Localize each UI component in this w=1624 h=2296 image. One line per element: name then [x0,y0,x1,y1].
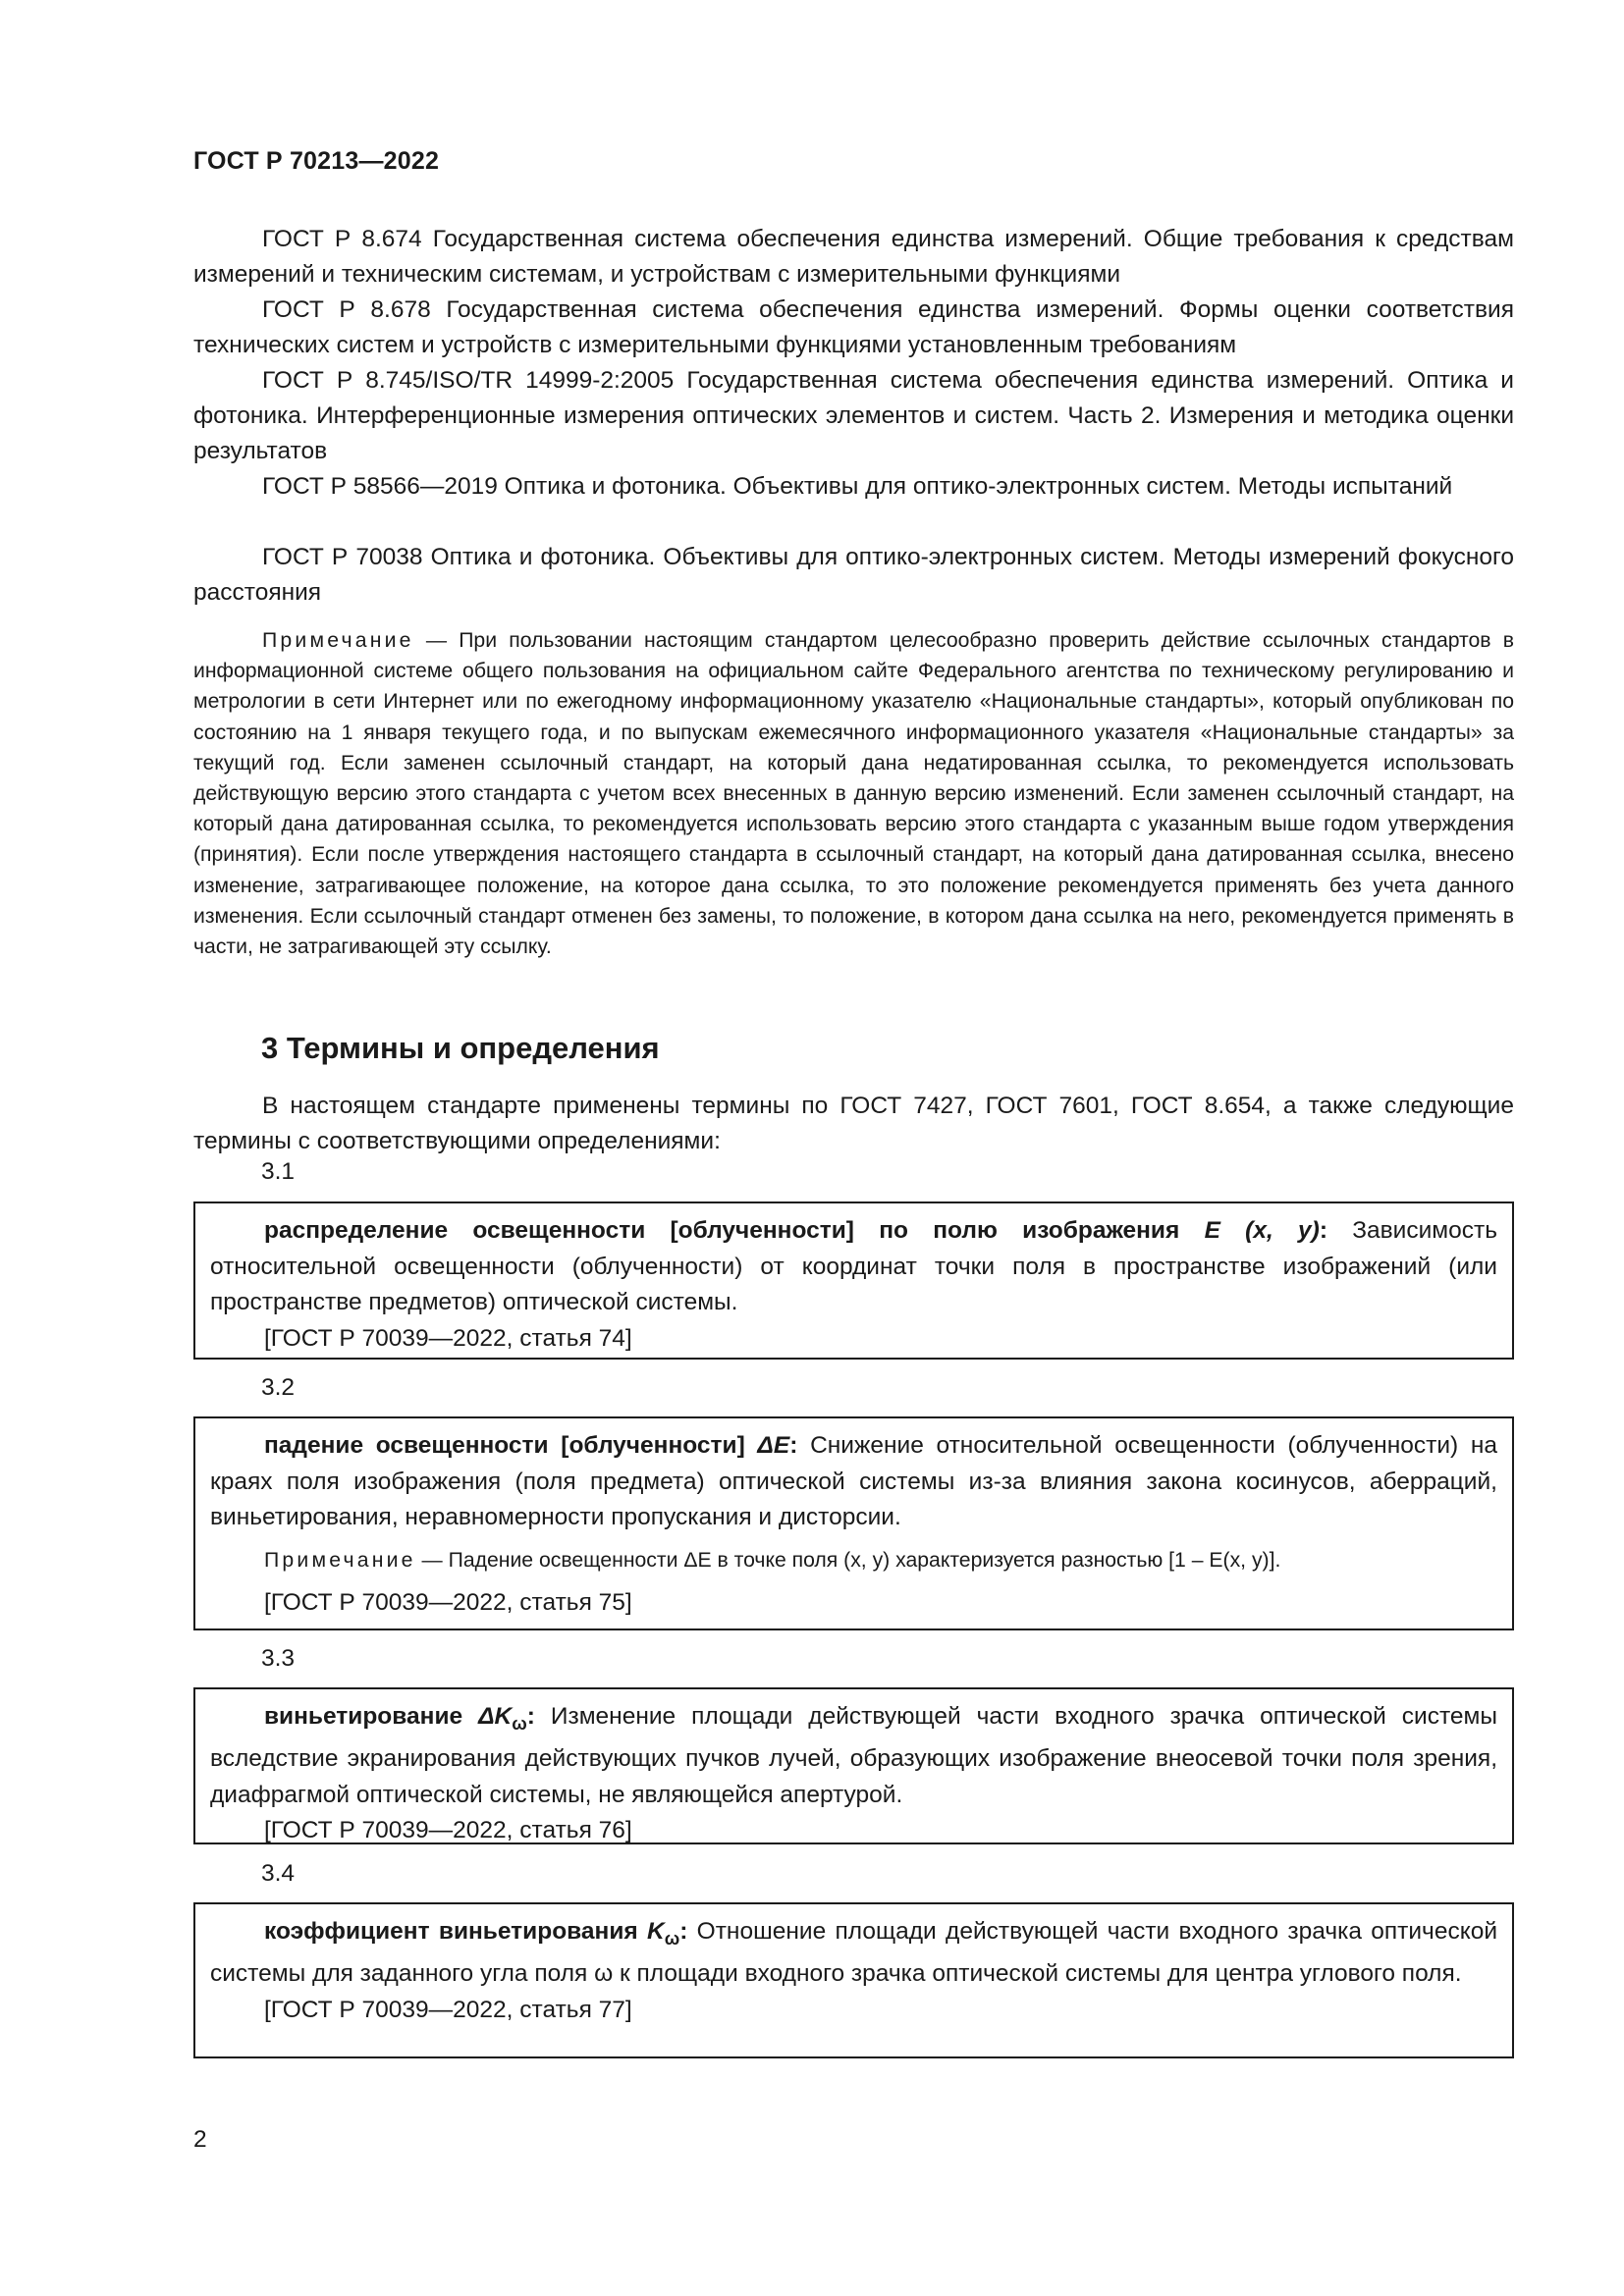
term-symbol-args: (x, y) [1219,1217,1320,1244]
reference-item: ГОСТ Р 8.674 Государственная система обеспечения единства измерений. Общие требования к средствам измерений и техническим системам, и устройствам с измерительными функциями [193,226,1514,288]
term-number: 3.4 [261,1860,296,1887]
page-number: 2 [193,2126,207,2153]
term-name: виньетирование [264,1703,479,1730]
term-name: коэффициент виньетирования [264,1918,647,1945]
term-box [193,1902,1514,2058]
term-definition: виньетирование $\Delta K_\omega$: Изменение площади действующей части входного зрачка оптической системы вследствие экранирования действующих пучков лучей, образующих изображение внеосевой точки поля зрения, диафрагмой оптической системы, не являющейся апертурой. [210,1703,1498,1808]
term-definition: коэффициент виньетирования $K_\omega$: Отношение площади действующей части входного зрачка оптической системы для заданного угла поля ω к площади входного зрачка оптической системы для центра углового поля. [210,1918,1497,1988]
term-symbol-subscript: ω [664,1927,680,1949]
term-number: 3.1 [261,1158,296,1185]
document-code: ГОСТ Р 70213—2022 [193,147,440,175]
term-number: 3.2 [261,1374,296,1401]
term-definition-text: Отношение площади действующей части входного зрачка оптической системы для заданного угла поля ω к площади входного зрачка оптической системы для центра углового поля. [210,1918,1497,1988]
term-name: распределение освещенности [облученности] по полю изображения [264,1217,1205,1244]
term-note-text: — Падение освещенности ΔE в точке поля (x, y) характеризуется разностью [1 – E(x, y)]. [415,1548,1281,1572]
term-box [193,1416,1514,1630]
term-note [210,1545,1497,1575]
note-text: — При пользовании настоящим стандартом целесообразно проверить действие ссылочных стандартов в информационной системе общего пользования на официальном сайте Федерального агентства по техническому регулированию и метрологии в сети Интернет или по ежегодному информационному указателю «Национальные стандарты», который опубликован по состоянию на 1 января текущего года, и по выпускам ежемесячного информационного указателя «Национальные стандарты» за текущий год. Если заменен ссылочный стандарт, на который дана недатированная ссылка, то рекомендуется использовать действующую версию этого стандарта с учетом всех внесенных в данную версию изменений. Если заменен ссылочный стандарт, на который дана датированная ссылка, то рекомендуется использовать версию этого стандарта с указанным выше годом утверждения (принятия). Если после утверждения настоящего стандарта в ссылочный стандарт, на который дана датированная ссылка, внесено изменение, затрагивающее положение, на которое дана ссылка, то это положение рекомендуется применять без учета данного изменения. Если ссылочный стандарт отменен без замены, то положение, в котором дана ссылка на него, рекомендуется применять в части, не затрагивающей эту ссылку. [193,629,1514,959]
term-symbol-subscript: ω [512,1712,527,1734]
term-symbol: E [1204,1217,1220,1244]
reference-item: ГОСТ Р 58566—2019 Оптика и фотоника. Объективы для оптико-электронных систем. Методы испытаний [262,473,1453,500]
reference-item: ГОСТ Р 70038 Оптика и фотоника. Объективы для оптико-электронных систем. Методы измерений фокусного расстояния [193,544,1514,606]
term-source: [ГОСТ Р 70039—2022, статья 76] [264,1817,632,1844]
term-number: 3.3 [261,1645,296,1672]
term-note-label: Примечание [264,1548,416,1572]
term-definition-text: Изменение площади действующей части входного зрачка оптической системы вследствие экранирования действующих пучков лучей, образующих изображение внеосевой точки поля зрения, диафрагмой оптической системы, не являющейся апертурой. [210,1703,1498,1808]
term-symbol: ΔK [478,1703,513,1730]
section-heading: 3 Термины и определения [261,1031,660,1065]
term-definition: падение освещенности [облученности] ΔE: Снижение относительной освещенности (облученности) на краях поля изображения (поля предмета) оптической системы из-за влияния закона косинусов, аберраций, виньетирования, неравномерности пропускания и дисторсии. [210,1432,1497,1530]
term-symbol: ΔE [757,1432,790,1459]
term-box [193,1687,1514,1844]
term-definition-text: Зависимость относительной освещенности (облученности) от координат точки поля в пространстве изображений (или пространстве предметов) оптической системы. [210,1217,1497,1315]
term-source: [ГОСТ Р 70039—2022, статья 77] [264,1996,632,2023]
term-box [193,1201,1514,1360]
term-definition-text: Снижение относительной освещенности (облученности) на краях поля изображения (поля предмета) оптической системы из-за влияния закона косинусов, аберраций, виньетирования, неравномерности пропускания и дисторсии. [210,1432,1497,1530]
term-source: [ГОСТ Р 70039—2022, статья 75] [264,1588,632,1616]
term-name: падение освещенности [облученности] [264,1432,758,1459]
note-label: Примечание [262,629,414,652]
references-note [193,625,1514,962]
section-intro: В настоящем стандарте применены термины по ГОСТ 7427, ГОСТ 7601, ГОСТ 8.654, а также следующие термины с соответствующими определениями: [193,1093,1514,1154]
reference-item: ГОСТ Р 8.678 Государственная система обеспечения единства измерений. Формы оценки соответствия технических систем и устройств с измерительными функциями установленным требованиям [193,296,1514,358]
term-symbol: K [646,1918,665,1945]
term-source: [ГОСТ Р 70039—2022, статья 74] [264,1324,632,1352]
term-definition: распределение освещенности [облученности] по полю изображения E (x, y): Зависимость относительной освещенности (облученности) от координат точки поля в пространстве изображений (или пространстве предметов) оптической системы. [210,1217,1497,1315]
reference-item: ГОСТ Р 8.745/ISO/TR 14999-2:2005 Государственная система обеспечения единства измерений. Оптика и фотоника. Интерференционные измерения оптических элементов и систем. Часть 2. Измерения и методика оценки результатов [193,367,1514,464]
